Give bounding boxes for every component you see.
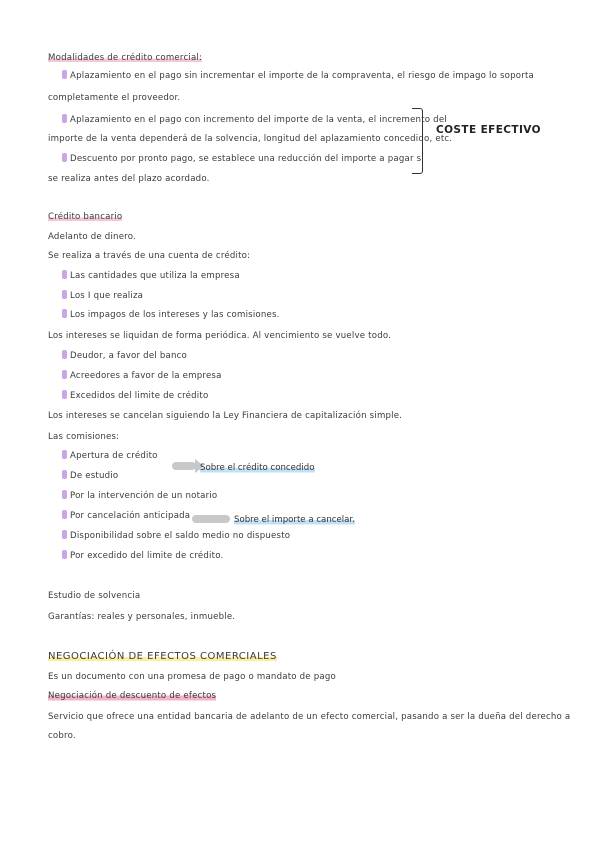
comision-6: Por excedido del limite de crédito. (62, 550, 223, 562)
negociacion-line-1: Es un documento con una promesa de pago o mandato de pago (48, 672, 336, 682)
bullet-icon (62, 153, 67, 162)
modalidades-item-2-cont: importe de la venta dependerá de la solvencia, longitud del aplazamiento concedido, etc. (48, 134, 453, 144)
solvencia-title: Estudio de solvencia (48, 591, 141, 601)
comision-5: Disponibilidad sobre el saldo medio no dispuesto (62, 530, 290, 542)
bullet-icon (62, 530, 67, 539)
negociacion-subtitle: Negociación de descuento de efectos (48, 691, 217, 701)
credito-bullet-1: Las cantidades que utiliza la empresa (62, 270, 240, 282)
credito-line-2: Se realiza a través de una cuenta de crédito: (48, 251, 251, 261)
negociacion-line-2: Servicio que ofrece una entidad bancaria de adelanto de un efecto comercial, pasando a ser la dueña del derecho a (48, 712, 571, 722)
dash-icon (192, 515, 230, 523)
solvencia-garantias: Garantías: reales y personales, inmueble. (48, 612, 236, 622)
bullet-icon (62, 370, 67, 379)
comision-2: De estudio (62, 470, 118, 482)
modalidades-item-3: Descuento por pronto pago, se establece una reducción del importe a pagar si (62, 153, 424, 165)
bullet-icon (62, 470, 67, 479)
credito-line-1: Adelanto de dinero. (48, 232, 136, 242)
modalidades-item-1-cont: completamente el proveedor. (48, 93, 181, 103)
credito-title: Crédito bancario (48, 212, 123, 222)
modalidades-title: Modalidades de crédito comercial: (48, 53, 203, 63)
bullet-icon (62, 114, 67, 123)
bullet-icon (62, 490, 67, 499)
bullet-icon (62, 290, 67, 299)
annotation-credito-concedido: Sobre el crédito concedido (200, 463, 315, 473)
comision-1: Apertura de crédito (62, 450, 158, 462)
annotation-importe-cancelar: Sobre el importe a cancelar. (234, 515, 355, 525)
bullet-icon (62, 550, 67, 559)
comision-3: Por la intervención de un notario (62, 490, 217, 502)
bullet-icon (62, 70, 67, 79)
credito-bullet-6: Excedidos del limite de crédito (62, 390, 208, 402)
credito-bullet-3: Los impagos de los intereses y las comisiones. (62, 309, 280, 321)
bullet-icon (62, 350, 67, 359)
bullet-icon (62, 270, 67, 279)
credito-bullet-4: Deudor, a favor del banco (62, 350, 187, 362)
comision-4: Por cancelación anticipada (62, 510, 190, 522)
right-brace (412, 108, 423, 174)
arrow-icon (172, 462, 196, 470)
negociacion-line-2-cont: cobro. (48, 731, 76, 741)
bullet-icon (62, 510, 67, 519)
modalidades-item-1: Aplazamiento en el pago sin incrementar el importe de la compraventa, el riesgo de impago lo soporta (62, 70, 534, 82)
credito-bullet-2: Los I que realiza (62, 290, 143, 302)
modalidades-item-2: Aplazamiento en el pago con incremento del importe de la venta, el incremento del (62, 114, 447, 126)
credito-bullet-5: Acreedores a favor de la empresa (62, 370, 222, 382)
credito-line-5: Las comisiones: (48, 432, 120, 442)
bullet-icon (62, 390, 67, 399)
credito-line-4: Los intereses se cancelan siguiendo la Ley Financiera de capitalización simple. (48, 411, 403, 421)
bullet-icon (62, 309, 67, 318)
modalidades-item-3-cont: se realiza antes del plazo acordado. (48, 174, 210, 184)
credito-line-3: Los intereses se liquidan de forma periódica. Al vencimiento se vuelve todo. (48, 331, 392, 341)
bullet-icon (62, 450, 67, 459)
coste-efectivo-label: COSTE EFECTIVO (436, 124, 541, 136)
negociacion-title: NEGOCIACIÓN DE EFECTOS COMERCIALES (48, 651, 277, 662)
